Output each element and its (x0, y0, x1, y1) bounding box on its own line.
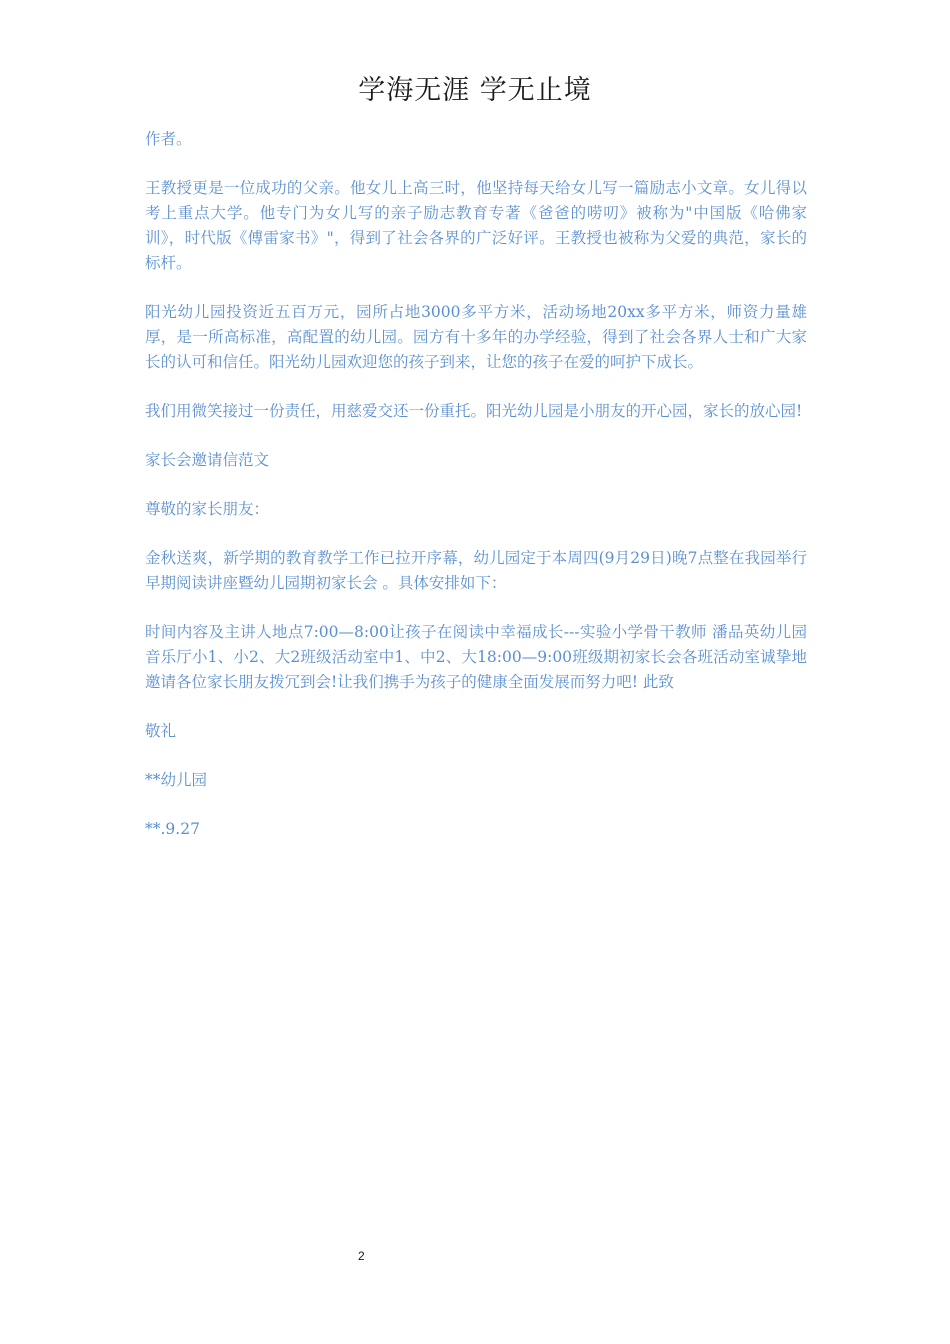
salutation: 尊敬的家长朋友： (145, 500, 270, 518)
section-heading: 家长会邀请信范文 (145, 451, 270, 469)
paragraph-announcement: 金秋送爽，新学期的教育教学工作已拉开序幕，幼儿园定于本周四(9月29日)晚7点整在我园举行早期阅读讲座暨幼儿园期初家长会 。具体安排如下： (145, 549, 807, 592)
document-body (145, 127, 807, 866)
page-header-title: 学海无涯 学无止境 (358, 75, 592, 106)
signature-organization: **幼儿园 (145, 771, 208, 789)
paragraph-author: 作者。 (145, 130, 192, 148)
paragraph-schedule: 时间内容及主讲人地点7:00—8:00让孩子在阅读中幸福成长---实验小学骨干教师 潘品英幼儿园音乐厅小1、小2、大2班级活动室中1、中2、大18:00—9:00班级期初家长会各班活动室诚挚地邀请各位家长朋友拨冗到会!让我们携手为孩子的健康全面发展而努力吧! 此致 (145, 623, 807, 691)
signature-date: **.9.27 (145, 820, 200, 838)
paragraph-kindergarten-intro: 阳光幼儿园投资近五百万元，园所占地3000多平方米，活动场地20xx多平方米，师资力量雄厚，是一所高标准，高配置的幼儿园。园方有十多年的办学经验，得到了社会各界人士和广大家长的认可和信任。阳光幼儿园欢迎您的孩子到来，让您的孩子在爱的呵护下成长。 (145, 303, 807, 371)
page-number: 2 (358, 1249, 365, 1263)
paragraph-slogan: 我们用微笑接过一份责任，用慈爱交还一份重托。阳光幼儿园是小朋友的开心园，家长的放心园! (145, 402, 803, 420)
closing-regards: 敬礼 (145, 722, 177, 740)
paragraph-professor: 王教授更是一位成功的父亲。他女儿上高三时，他坚持每天给女儿写一篇励志小文章。女儿得以考上重点大学。他专门为女儿写的亲子励志教育专著《爸爸的唠叨》被称为"中国版《哈佛家训》，时代版《傅雷家书》"，得到了社会各界的广泛好评。王教授也被称为父爱的典范，家长的标杆。 (145, 179, 807, 272)
